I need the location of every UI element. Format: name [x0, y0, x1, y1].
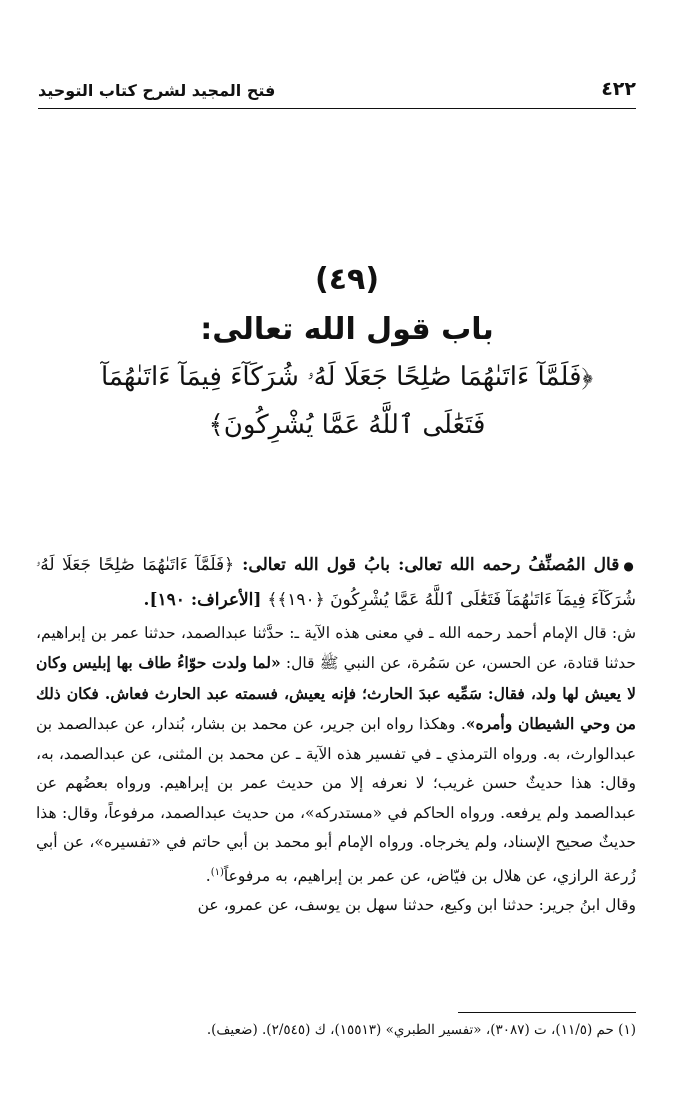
bullet-icon: ● [623, 558, 636, 573]
chapter-verse-line-1: ﴿فَلَمَّآ ءَاتَىٰهُمَا صَٰلِحًا جَعَلَا لَهُۥ شُرَكَآءَ فِيمَآ ءَاتَىٰهُمَآ [100, 362, 594, 392]
hadith-text: «لما ولدت حوّاءُ طاف بها إبليس وكان لا يعيش لها ولد، فقال: سَمِّيه عبدَ الحارث؛ فإنه يعيش، فسمته عبد الحارث فعاش. فكان ذلك من وحي الشيطان وأمره» [36, 653, 636, 733]
chapter-verse-line-2: فَتَعَٰلَى ٱللَّهُ عَمَّا يُشْرِكُونَ﴾ [208, 410, 486, 440]
footnote-mark: (١) [210, 866, 224, 878]
commentary-paragraph [36, 619, 636, 892]
intro-paragraph [36, 548, 636, 617]
intro-lead: قال المُصنِّفُ رحمه الله تعالى: بابُ قول الله تعالى: [234, 555, 620, 575]
commentary-start: ش: قال الإمام أحمد رحمه الله ـ في معنى هذه الآية ـ: حدَّثنا عبدالصمد، حدثنا عمر بن إبراهيم، حدثنا قتادة، عن الحسن، عن سَمُرة، عن النبي ﷺ قال: [36, 623, 636, 672]
body-text [36, 548, 636, 921]
running-title: فتح المجيد لشرح كتاب التوحيد [38, 81, 276, 100]
chapter-number: (٤٩) [314, 262, 380, 297]
commentary-end: . [205, 866, 211, 885]
continuation-paragraph: وقال ابنُ جرير: حدثنا ابن وكيع، حدثنا سهل بن يوسف، عن عمرو، عن [197, 896, 636, 915]
footnote-rule [458, 1012, 636, 1013]
intro-reference: [الأعراف: ١٩٠]. [143, 589, 268, 610]
intro-verse: ﴿فَلَمَّآ ءَاتَىٰهُمَا صَٰلِحًا جَعَلَا لَهُۥ شُرَكَآءَ فِيمَآ ءَاتَىٰهُمَآ فَتَعَٰلَى ٱللَّهُ عَمَّا يُشْرِكُونَ ﴿١٩٠﴾﴾ [36, 555, 636, 610]
page-header [38, 68, 636, 104]
header-rule [38, 108, 636, 109]
commentary-rest: . وهكذا رواه ابن جرير، عن محمد بن بشار، بُندار، عن عبدالصمد بن عبدالوارث، به. ورواه الترمذي ـ في تفسير هذه الآية ـ عن محمد بن المثنى، عن عبدالصمد، به، وقال: هذا حديثٌ حسن غريب؛ لا نعرفه إلا من حديث عمر بن إبراهيم. ورواه بعضُهم عن عبدالصمد ولم يرفعه. ورواه الحاكم في «مستدركه»، من حديث عبدالصمد، مرفوعاً، وقال: هذا حديثٌ صحيح الإسناد، ولم يخرجاه. ورواه الإمام أبو محمد بن أبي حاتم في «تفسيره»، عن أبي زُرعة الرازي، عن هلال بن فيّاض، عن عمر بن إبراهيم، به مرفوعاً [36, 715, 636, 885]
footnote: (١) حم (١١/٥)، ت (٣٠٨٧)، «تفسير الطبري» (١٥٥١٣)، ك (٢/٥٤٥). (ضعيف). [206, 1022, 636, 1038]
page-number: ٤٢٢ [601, 78, 636, 100]
chapter-title: باب قول الله تعالى: [200, 312, 494, 347]
